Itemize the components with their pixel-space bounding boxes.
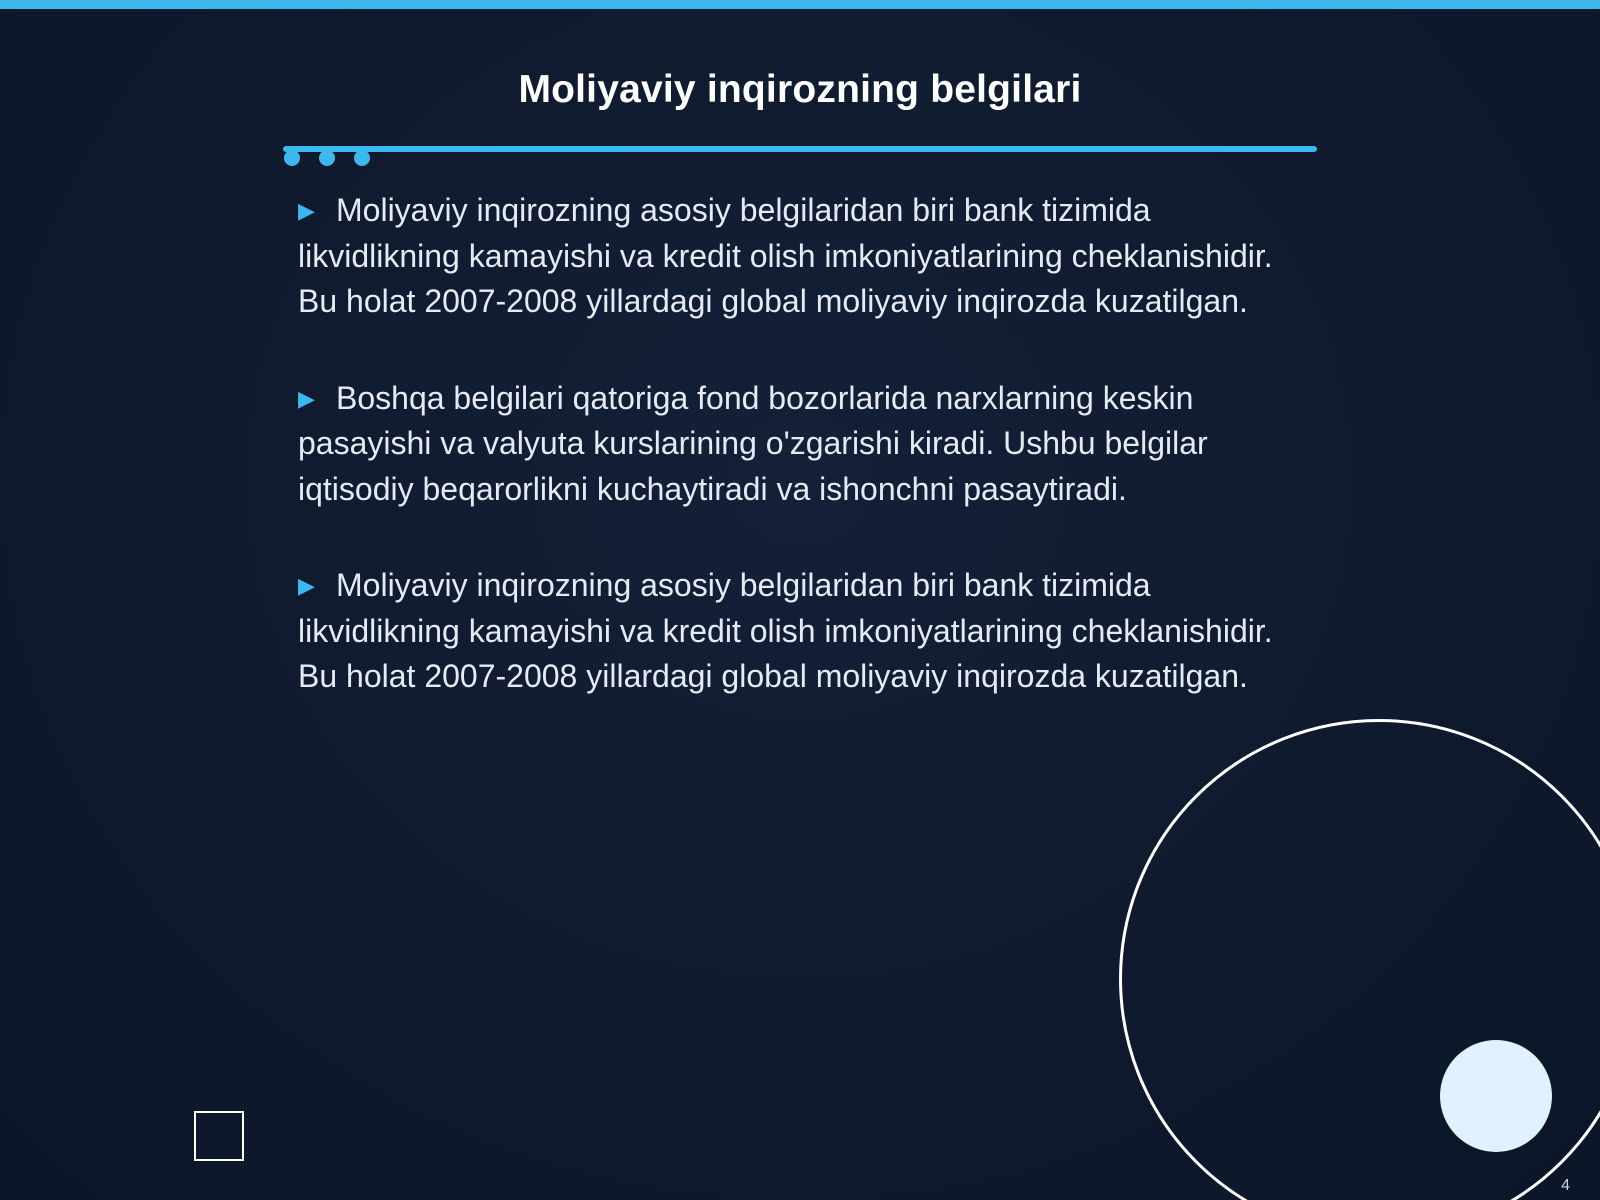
decorative-circle: [1440, 1040, 1552, 1152]
decorative-square: [194, 1111, 244, 1161]
decoration-dot-icon: [284, 150, 300, 166]
bullet-item: [298, 188, 1308, 325]
top-accent-bar: [0, 0, 1600, 9]
triangle-right-icon: ▶: [298, 385, 315, 411]
decoration-dot-icon: [354, 150, 370, 166]
triangle-right-icon: ▶: [298, 573, 315, 598]
bullet-text: Moliyaviy inqirozning asosiy belgilaridan biri bank tizimida likvidlikning kamayishi va kredit olish imkoniyatlarining cheklanishidir. Bu holat 2007-2008 yillardagi global moliyaviy inqirozda kuzatilgan.: [298, 192, 1273, 319]
bullet-item: [298, 376, 1308, 513]
slide-title: Moliyaviy inqirozning belgilari: [518, 68, 1082, 111]
title-underline: [283, 146, 1317, 152]
bullet-item: [298, 563, 1308, 700]
decoration-dot-icon: [319, 150, 335, 166]
bullet-text: Boshqa belgilari qatoriga fond bozorlarida narxlarning keskin pasayishi va valyuta kurslarining o'zgarishi kiradi. Ushbu belgilar iqtisodiy beqarorlikni kuchaytiradi va ishonchni pasaytiradi.: [298, 379, 1208, 507]
bullet-text: Moliyaviy inqirozning asosiy belgilaridan biri bank tizimida likvidlikning kamayishi va kredit olish imkoniyatlarining cheklanishidir. Bu holat 2007-2008 yillardagi global moliyaviy inqirozda kuzatilgan.: [298, 567, 1273, 694]
bullet-list: [298, 188, 1308, 751]
page-number: 4: [1561, 1177, 1570, 1194]
triangle-right-icon: ▶: [298, 198, 315, 223]
